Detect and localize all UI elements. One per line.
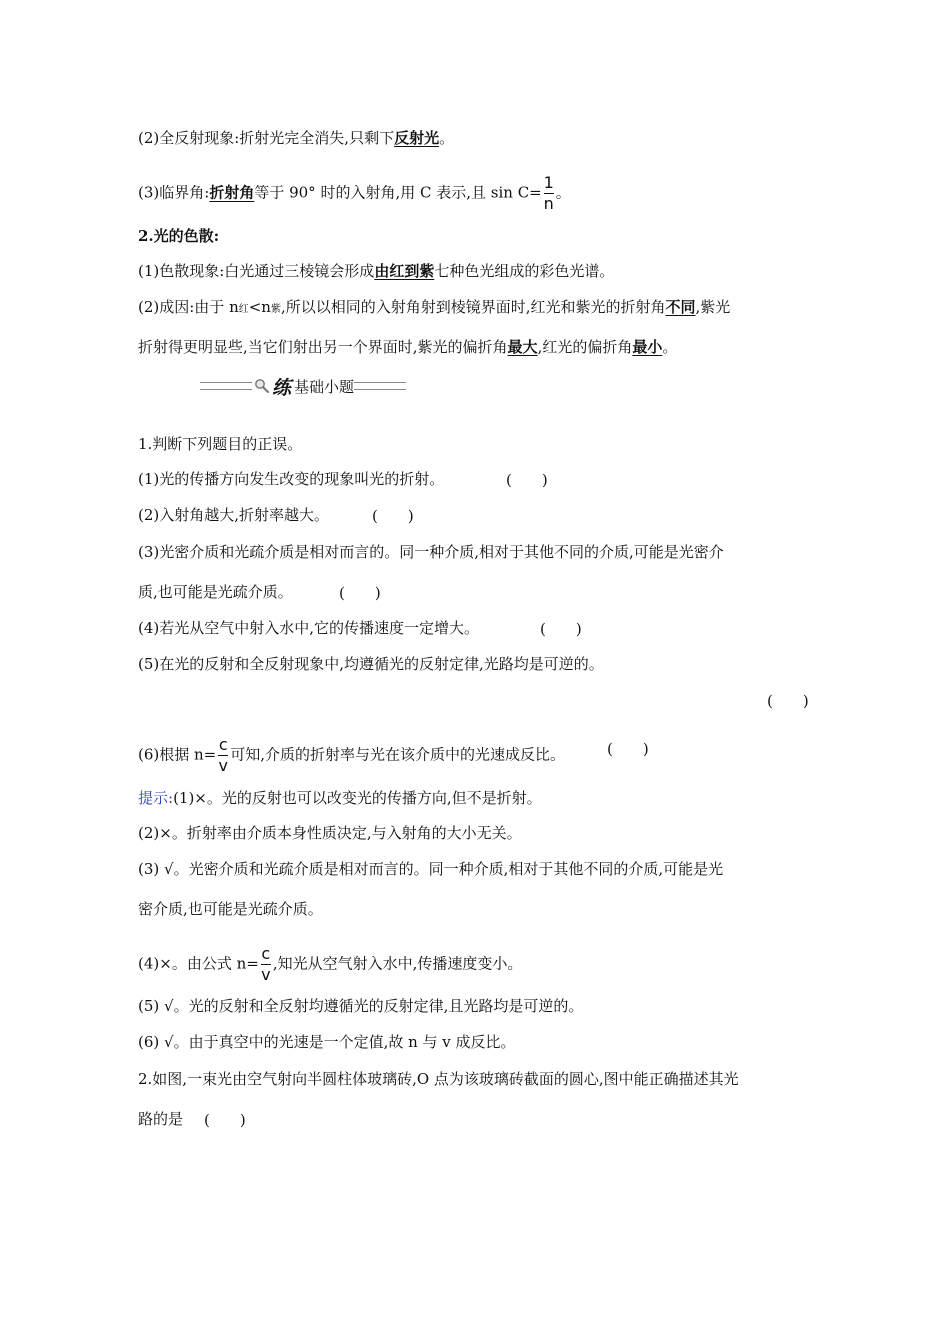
text: (2)成因:由于 n xyxy=(138,298,239,316)
hint-line: (2)×。折射率由介质本身性质决定,与入射角的大小无关。 xyxy=(138,824,522,842)
text: (2)全反射现象:折射光完全消失,只剩下 xyxy=(138,129,395,147)
text: 折射得更明显些,当它们射出另一个界面时,紫光的偏折角 xyxy=(138,338,508,356)
double-line-right xyxy=(354,382,406,390)
total-reflection-line xyxy=(138,128,454,148)
text: 等于 90° 时的入射角,用 C 表示,且 sin C= xyxy=(254,183,542,202)
question-item xyxy=(138,469,444,489)
hint-line: (5) √。光的反射和全反射均遵循光的反射定律,且光路均是可逆的。 xyxy=(138,997,584,1015)
answer-blank: ( ) xyxy=(607,740,649,758)
hint-line: (3) √。光密介质和光疏介质是相对而言的。同一种介质,相对于其他不同的介质,可能是光 xyxy=(138,860,724,878)
text: 。 xyxy=(662,338,678,356)
fraction-c-over-v xyxy=(260,945,272,984)
emphasis-answer: 反射光 xyxy=(394,129,440,147)
text: (1)色散现象:白光通过三棱镜会形成 xyxy=(138,262,375,280)
text: ,知光从空气射入水中,传播速度变小。 xyxy=(272,954,523,973)
fraction-c-over-v xyxy=(217,736,229,775)
magnifier-icon xyxy=(254,378,270,394)
question-item: (5)在光的反射和全反射现象中,均遵循光的反射定律,光路均是可逆的。 xyxy=(138,655,604,673)
emphasis-answer: 最大 xyxy=(507,338,538,356)
answer-blank: ( ) xyxy=(767,692,809,710)
text: 七种色光组成的彩色光谱。 xyxy=(434,262,615,280)
text: ,所以以相同的入射角射到棱镜界面时,红光和紫光的折射角 xyxy=(280,298,666,316)
text: <n xyxy=(248,298,271,316)
dispersion-line-1 xyxy=(138,261,614,281)
denominator: v xyxy=(261,965,271,984)
question-item xyxy=(138,736,565,775)
critical-angle-line xyxy=(138,174,571,213)
dispersion-line-3 xyxy=(138,337,677,357)
text: 。 xyxy=(555,183,571,202)
numerator: c xyxy=(261,944,271,963)
question-1-heading: 1.判断下列题目的正误。 xyxy=(138,435,303,453)
question-2-cont: 路的是 xyxy=(138,1110,184,1128)
numerator: c xyxy=(218,735,228,754)
hint-line: (6) √。由于真空中的光速是一个定值,故 n 与 v 成反比。 xyxy=(138,1033,516,1051)
fraction-1-over-n xyxy=(543,174,555,213)
subscript: 红 xyxy=(238,304,249,315)
hint-line-cont: 密介质,也可能是光疏介质。 xyxy=(138,900,323,918)
denominator: n xyxy=(543,194,554,213)
emphasis-answer: 最小 xyxy=(632,338,663,356)
section-divider xyxy=(200,374,406,398)
question-2: 2.如图,一束光由空气射向半圆柱体玻璃砖,O 点为该玻璃砖截面的圆心,图中能正确描述其光 xyxy=(138,1070,739,1088)
dispersion-line-2 xyxy=(138,297,730,320)
divider-label: 基础小题 xyxy=(294,377,355,396)
answer-blank: ( ) xyxy=(372,507,414,525)
answer-blank: ( ) xyxy=(540,620,582,638)
text: ,紫光 xyxy=(695,298,731,316)
hint-line xyxy=(138,788,542,808)
text: 。 xyxy=(439,129,455,147)
numerator: 1 xyxy=(543,173,554,192)
double-line-left xyxy=(200,382,252,390)
text: (2)入射角越大,折射率越大。 xyxy=(138,506,330,524)
denominator: v xyxy=(218,756,228,775)
practice-char: 练 xyxy=(272,376,292,399)
question-item xyxy=(138,505,329,525)
question-item-cont: 质,也可能是光疏介质。 xyxy=(138,583,293,601)
text: (6)根据 n= xyxy=(138,745,217,764)
section-heading-dispersion: 2.光的色散: xyxy=(138,227,220,245)
text: (4)×。由公式 n= xyxy=(138,954,259,973)
answer-blank: ( ) xyxy=(506,471,548,489)
text: (1)×。光的反射也可以改变光的传播方向,但不是折射。 xyxy=(173,789,542,807)
hint-line xyxy=(138,945,522,984)
answer-blank: ( ) xyxy=(339,584,381,602)
answer-blank: ( ) xyxy=(204,1111,246,1129)
emphasis-answer: 不同 xyxy=(665,298,696,316)
text: 可知,介质的折射率与光在该介质中的光速成反比。 xyxy=(230,745,566,764)
text: ,红光的偏折角 xyxy=(537,338,633,356)
subscript: 紫 xyxy=(270,304,281,315)
emphasis-answer: 折射角 xyxy=(209,183,255,202)
emphasis-answer: 由红到紫 xyxy=(374,262,435,280)
question-item: (4)若光从空气中射入水中,它的传播速度一定增大。 xyxy=(138,619,480,637)
hint-label: 提示: xyxy=(138,789,174,807)
text: (3)临界角: xyxy=(138,183,210,202)
question-item: (3)光密介质和光疏介质是相对而言的。同一种介质,相对于其他不同的介质,可能是光密介 xyxy=(138,543,724,561)
text: (1)光的传播方向发生改变的现象叫光的折射。 xyxy=(138,470,445,488)
